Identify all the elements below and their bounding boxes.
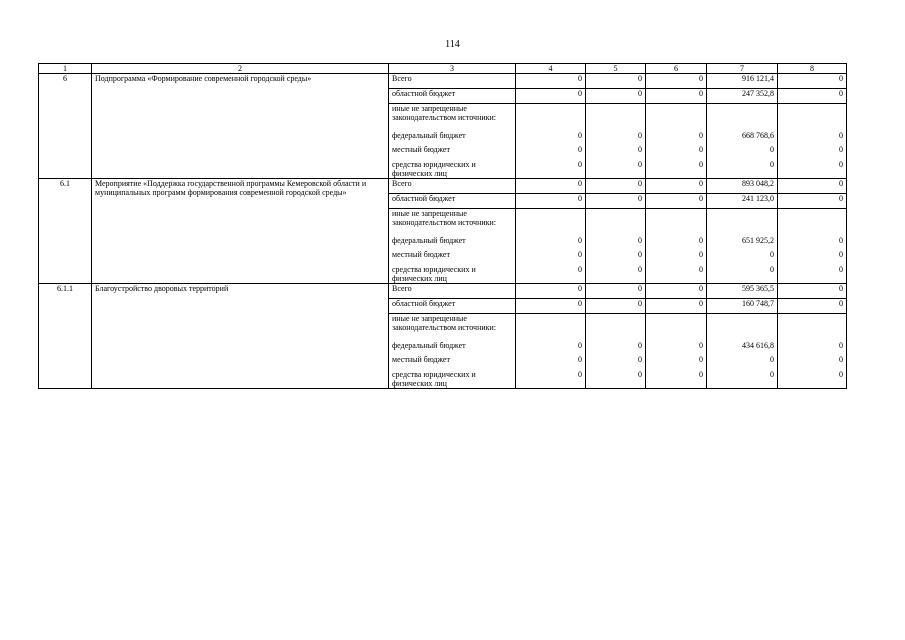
value-cell-v5: 0 [586,250,646,265]
funding-source: федеральный бюджет [389,131,516,145]
funding-source: местный бюджет [389,355,516,370]
value-cell-v7: 0 [707,160,778,179]
value-cell-v8 [778,314,847,342]
value-cell-v7: 595 365,5 [707,284,778,299]
value-cell-v4: 0 [516,250,586,265]
value-cell-v6: 0 [646,194,707,209]
value-cell-v7 [707,104,778,132]
value-cell-v8: 0 [778,355,847,370]
value-cell-v5: 0 [586,194,646,209]
value-cell-v8: 0 [778,284,847,299]
value-cell-v6 [646,314,707,342]
section-name: Подпрограмма «Формирование современной городской среды» [92,74,389,179]
value-cell-v6: 0 [646,74,707,89]
value-cell-v6: 0 [646,370,707,389]
funding-source: средства юридических и физических лиц [389,370,516,389]
funding-source: Всего [389,284,516,299]
value-cell-v7: 434 616,8 [707,341,778,355]
value-cell-v6: 0 [646,89,707,104]
funding-source: местный бюджет [389,145,516,160]
value-cell-v8: 0 [778,370,847,389]
value-cell-v8: 0 [778,250,847,265]
value-cell-v8: 0 [778,74,847,89]
value-cell-v5: 0 [586,299,646,314]
value-cell-v4: 0 [516,194,586,209]
value-cell-v7: 241 123,0 [707,194,778,209]
value-cell-v7: 160 748,7 [707,299,778,314]
value-cell-v4: 0 [516,179,586,194]
value-cell-v8 [778,104,847,132]
value-cell-v4: 0 [516,355,586,370]
value-cell-v7: 0 [707,145,778,160]
value-cell-v8: 0 [778,265,847,284]
value-cell-v5: 0 [586,236,646,250]
value-cell-v5: 0 [586,74,646,89]
value-cell-v4: 0 [516,284,586,299]
funding-source: федеральный бюджет [389,341,516,355]
value-cell-v4 [516,104,586,132]
column-header: 3 [389,64,516,74]
value-cell-v6: 0 [646,160,707,179]
value-cell-v4: 0 [516,89,586,104]
value-cell-v5 [586,104,646,132]
section-name: Мероприятие «Поддержка государственной программы Кемеровской области и муниципальных программ формирования современной городской среды» [92,179,389,284]
value-cell-v4: 0 [516,145,586,160]
column-header: 8 [778,64,847,74]
value-cell-v6: 0 [646,265,707,284]
value-cell-v4 [516,209,586,237]
funding-source: иные не запрещенные законодательством источники: [389,104,516,132]
value-cell-v4 [516,314,586,342]
section-code: 6.1 [39,179,92,284]
funding-source: средства юридических и физических лиц [389,265,516,284]
value-cell-v5: 0 [586,265,646,284]
value-cell-v5: 0 [586,160,646,179]
value-cell-v6: 0 [646,299,707,314]
value-cell-v5: 0 [586,341,646,355]
value-cell-v8: 0 [778,194,847,209]
value-cell-v5: 0 [586,131,646,145]
value-cell-v4: 0 [516,299,586,314]
value-cell-v5: 0 [586,370,646,389]
value-cell-v8: 0 [778,341,847,355]
value-cell-v7: 0 [707,250,778,265]
value-cell-v8: 0 [778,160,847,179]
value-cell-v6: 0 [646,131,707,145]
column-header: 4 [516,64,586,74]
value-cell-v8: 0 [778,179,847,194]
value-cell-v8: 0 [778,131,847,145]
value-cell-v6 [646,209,707,237]
funding-source: областной бюджет [389,89,516,104]
value-cell-v7: 0 [707,370,778,389]
value-cell-v5: 0 [586,145,646,160]
value-cell-v7: 916 121,4 [707,74,778,89]
table-header-row [39,64,847,74]
funding-source: областной бюджет [389,299,516,314]
value-cell-v5: 0 [586,284,646,299]
value-cell-v7 [707,209,778,237]
value-cell-v4: 0 [516,131,586,145]
value-cell-v4: 0 [516,341,586,355]
value-cell-v6: 0 [646,250,707,265]
section-code: 6.1.1 [39,284,92,389]
value-cell-v7: 893 048,2 [707,179,778,194]
funding-source: иные не запрещенные законодательством источники: [389,209,516,237]
funding-source: областной бюджет [389,194,516,209]
table-row [39,74,847,89]
value-cell-v4: 0 [516,370,586,389]
column-header: 2 [92,64,389,74]
value-cell-v8: 0 [778,89,847,104]
value-cell-v4: 0 [516,74,586,89]
page-number: 114 [445,39,460,50]
funding-source: Всего [389,74,516,89]
column-header: 6 [646,64,707,74]
value-cell-v4: 0 [516,160,586,179]
value-cell-v6 [646,104,707,132]
value-cell-v8 [778,209,847,237]
value-cell-v5: 0 [586,179,646,194]
value-cell-v8: 0 [778,145,847,160]
value-cell-v6: 0 [646,341,707,355]
value-cell-v5 [586,209,646,237]
value-cell-v7: 651 925,2 [707,236,778,250]
funding-source: средства юридических и физических лиц [389,160,516,179]
value-cell-v6: 0 [646,284,707,299]
value-cell-v6: 0 [646,145,707,160]
table-row [39,284,847,299]
column-header: 7 [707,64,778,74]
value-cell-v8: 0 [778,299,847,314]
value-cell-v4: 0 [516,265,586,284]
value-cell-v6: 0 [646,236,707,250]
value-cell-v5: 0 [586,355,646,370]
value-cell-v7: 0 [707,355,778,370]
value-cell-v7: 668 768,6 [707,131,778,145]
value-cell-v5: 0 [586,89,646,104]
column-header: 5 [586,64,646,74]
value-cell-v7: 0 [707,265,778,284]
value-cell-v5 [586,314,646,342]
section-name: Благоустройство дворовых территорий [92,284,389,389]
value-cell-v7 [707,314,778,342]
value-cell-v4: 0 [516,236,586,250]
value-cell-v6: 0 [646,179,707,194]
funding-source: иные не запрещенные законодательством источники: [389,314,516,342]
funding-source: Всего [389,179,516,194]
table-row [39,179,847,194]
funding-source: федеральный бюджет [389,236,516,250]
value-cell-v8: 0 [778,236,847,250]
value-cell-v6: 0 [646,355,707,370]
budget-table [38,63,847,389]
value-cell-v7: 247 352,8 [707,89,778,104]
funding-source: местный бюджет [389,250,516,265]
section-code: 6 [39,74,92,179]
column-header: 1 [39,64,92,74]
